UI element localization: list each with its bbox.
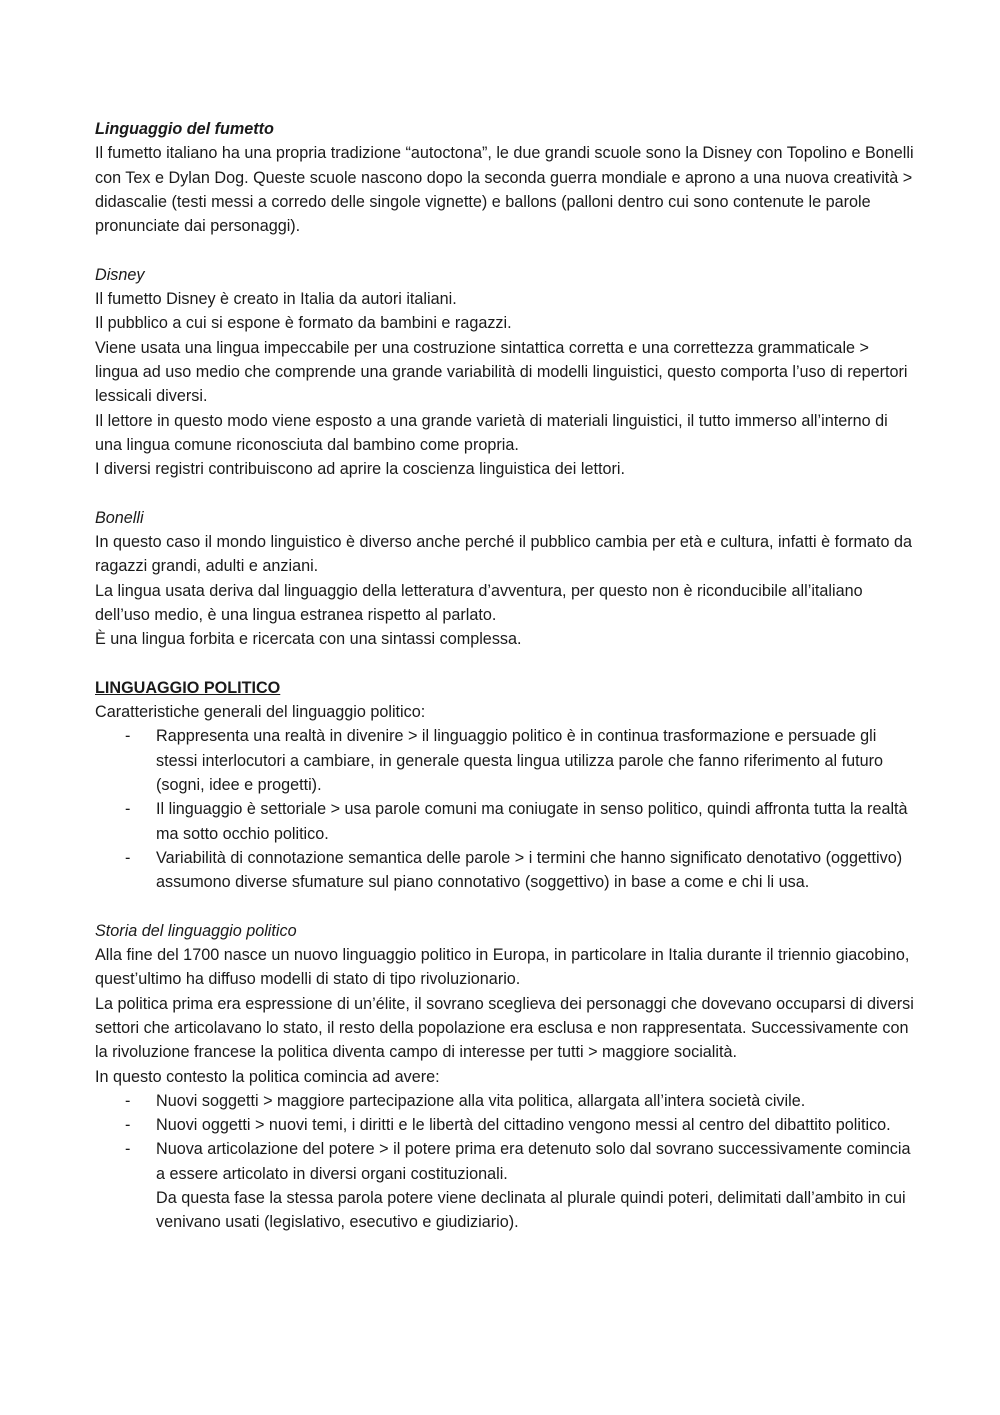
spacer: [95, 895, 915, 919]
section-title-storia: Storia del linguaggio politico: [95, 921, 297, 940]
storia-paragraph: Alla fine del 1700 nasce un nuovo linguaggio politico in Europa, in particolare in Italia durante il triennio giacobino, quest’ultimo ha diffuso modelli di stato di tipo rivoluzionario.: [95, 946, 910, 989]
dash-bullet-icon: -: [125, 1140, 131, 1159]
politico-bullet-list: [95, 724, 915, 894]
list-item-text: Nuova articolazione del potere > il potere prima era detenuto solo dal sovrano successivamente comincia a essere articolato in diversi organi costituzionali.: [156, 1140, 911, 1183]
bonelli-line: La lingua usata deriva dal linguaggio della letteratura d’avventura, per questo non è riconducibile all’italiano dell’uso medio, è una lingua estranea rispetto al parlato.: [95, 581, 863, 624]
spacer: [95, 238, 915, 262]
list-item: [95, 846, 915, 895]
list-continuation: Da questa fase la stessa parola potere viene declinata al plurale quindi poteri, delimitati dall’ambito in cui venivano usati (legislativo, esecutivo e giudiziario).: [156, 1189, 906, 1232]
politico-intro: Caratteristiche generali del linguaggio politico:: [95, 703, 426, 722]
bonelli-line: È una lingua forbita e ricercata con una sintassi complessa.: [95, 630, 522, 649]
list-item: [95, 1089, 915, 1113]
section-title-bonelli: Bonelli: [95, 508, 144, 527]
section-title-fumetto: Linguaggio del fumetto: [95, 120, 274, 138]
section-title-politico: LINGUAGGIO POLITICO: [95, 678, 281, 697]
disney-line: Il lettore in questo modo viene esposto a una grande varietà di materiali linguistici, il tutto immerso all’interno di una lingua comune riconosciuta dal bambino come propria.: [95, 411, 888, 454]
storia-paragraph: In questo contesto la politica comincia ad avere:: [95, 1067, 440, 1086]
disney-line: Il fumetto Disney è creato in Italia da autori italiani.: [95, 290, 457, 309]
list-item-text: Il linguaggio è settoriale > usa parole comuni ma coniugate in senso politico, quindi affronta tutta la realtà ma sotto occhio politico.: [156, 800, 908, 843]
list-item: [95, 797, 915, 846]
disney-line: I diversi registri contribuiscono ad aprire la coscienza linguistica dei lettori.: [95, 460, 625, 479]
section-title-disney: Disney: [95, 265, 145, 284]
disney-line: Viene usata una lingua impeccabile per una costruzione sintattica corretta e una correttezza grammaticale > lingua ad uso medio che comprende una grande variabilità di modelli linguistici, questo comporta l’uso di repertori lessicali diversi.: [95, 338, 908, 406]
dash-bullet-icon: -: [125, 800, 131, 819]
list-item: [95, 724, 915, 797]
dash-bullet-icon: -: [125, 1091, 131, 1110]
disney-line: Il pubblico a cui si espone è formato da bambini e ragazzi.: [95, 314, 512, 333]
dash-bullet-icon: -: [125, 1116, 131, 1135]
list-item: [95, 1137, 915, 1186]
spacer: [95, 652, 915, 676]
list-item-text: Nuovi soggetti > maggiore partecipazione alla vita politica, allargata all’intera società civile.: [156, 1091, 806, 1110]
document-page: [95, 117, 915, 1235]
list-item-text: Nuovi oggetti > nuovi temi, i diritti e le libertà del cittadino vengono messi al centro del dibattito politico.: [156, 1116, 891, 1135]
dash-bullet-icon: -: [125, 848, 131, 867]
list-item-text: Rappresenta una realtà in divenire > il linguaggio politico è in continua trasformazione e persuade gli stessi interlocutori a cambiare, in generale questa lingua utilizza parole che fanno riferimento al futuro (sogni, idee e progetti).: [156, 727, 884, 795]
spacer: [95, 481, 915, 505]
fumetto-intro: Il fumetto italiano ha una propria tradizione “autoctona”, le due grandi scuole sono la Disney con Topolino e Bonelli con Tex e Dylan Dog. Queste scuole nascono dopo la seconda guerra mondiale e aprono a una nuova creatività > didascalie (testi messi a corredo delle singole vignette) e ballons (palloni dentro cui sono contenute le parole pronunciate dai personaggi).: [95, 144, 914, 236]
storia-bullet-list: [95, 1089, 915, 1186]
dash-bullet-icon: -: [125, 727, 131, 746]
bonelli-line: In questo caso il mondo linguistico è diverso anche perché il pubblico cambia per età e cultura, infatti è formato da ragazzi grandi, adulti e anziani.: [95, 533, 913, 576]
storia-paragraph: La politica prima era espressione di un’élite, il sovrano sceglieva dei personaggi che dovevano occuparsi di diversi settori che articolavano lo stato, il resto della popolazione era esclusa e non rappresentata. Successivamente con la rivoluzione francese la politica diventa campo di interesse per tutti > maggiore socialità.: [95, 994, 914, 1062]
list-item-text: Variabilità di connotazione semantica delle parole > i termini che hanno significato denotativo (oggettivo) assumono diverse sfumature sul piano connotativo (soggettivo) in base a come e chi li usa.: [156, 848, 903, 892]
list-item: [95, 1113, 915, 1137]
